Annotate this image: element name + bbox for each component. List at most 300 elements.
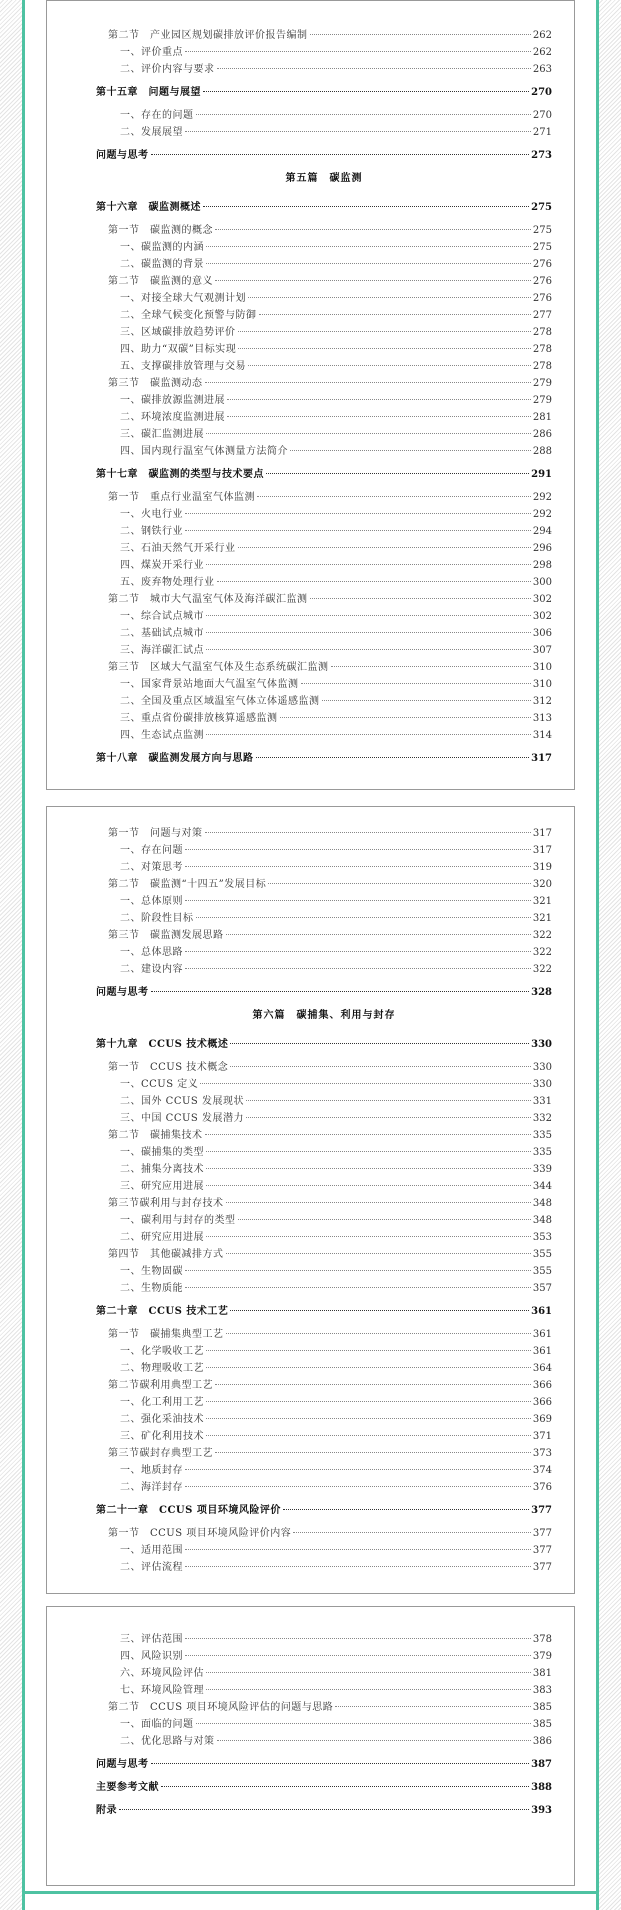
part-title: 第五篇 碳监测 [285,173,363,184]
toc-chapter-entry[interactable] [96,750,552,767]
toc-section-entry[interactable] [96,591,552,608]
toc-section-entry[interactable] [96,273,552,290]
toc-subsection-entry[interactable] [96,107,552,124]
toc-subsection-entry[interactable] [96,506,552,523]
toc-subsection-entry[interactable] [96,1542,552,1559]
toc-chapter-entry[interactable] [96,1303,552,1320]
page-number: 366 [532,1380,552,1391]
dot-leader [259,313,531,315]
entry-title: 附录 [96,1805,117,1816]
toc-subsection-entry[interactable] [96,1360,552,1377]
dot-leader [206,614,531,616]
page-number: 335 [532,1147,552,1158]
dot-leader [215,279,531,281]
entry-title: 第二节 碳监测“十四五”发展目标 [108,879,267,890]
entry-title: 第二节碳利用典型工艺 [108,1380,213,1391]
toc-chapter-entry[interactable] [96,1802,552,1819]
dot-leader [185,1565,531,1567]
toc-subsection-entry[interactable] [96,625,552,642]
toc-chapter-entry[interactable] [96,147,552,164]
dot-leader [205,381,531,383]
page-number: 355 [532,1266,552,1277]
page-number: 298 [532,560,552,571]
entry-title: 二、发展展望 [120,127,183,138]
toc-subsection-entry[interactable] [96,608,552,625]
dot-leader [200,1082,531,1084]
dot-leader [206,1434,531,1436]
toc-chapter-entry[interactable] [96,1036,552,1053]
toc-section-entry[interactable] [96,927,552,944]
dot-leader [215,1451,531,1453]
toc-subsection-entry[interactable] [96,256,552,273]
toc-page-2 [46,806,575,1594]
dot-leader [257,495,531,497]
toc-subsection-entry[interactable] [96,693,552,710]
toc-subsection-entry[interactable] [96,426,552,443]
toc-subsection-entry[interactable] [96,1428,552,1445]
dot-leader [185,1485,531,1487]
toc-subsection-entry[interactable] [96,341,552,358]
toc-subsection-entry[interactable] [96,1280,552,1297]
entry-title: 六、环境风险评估 [120,1668,204,1679]
entry-title: 一、碳利用与封存的类型 [120,1215,236,1226]
toc-subsection-entry[interactable] [96,1093,552,1110]
page-number: 357 [532,1283,552,1294]
toc-chapter-entry[interactable] [96,1779,552,1796]
toc-subsection-entry[interactable] [96,61,552,78]
page-number: 377 [532,1528,552,1539]
toc-chapter-entry[interactable] [96,1502,552,1519]
dot-leader [280,716,531,718]
entry-title: 一、化学吸收工艺 [120,1346,204,1357]
page-number: 276 [532,276,552,287]
toc-subsection-entry[interactable] [96,1716,552,1733]
toc-section-entry[interactable] [96,1127,552,1144]
dot-leader [185,50,531,52]
entry-title: 一、适用范围 [120,1545,183,1556]
entry-title: 一、碳捕集的类型 [120,1147,204,1158]
page-number: 376 [532,1482,552,1493]
page-number: 302 [532,594,552,605]
page-number: 286 [532,429,552,440]
entry-title: 第一节 碳监测的概念 [108,225,213,236]
page-number: 278 [532,361,552,372]
toc-subsection-entry[interactable] [96,358,552,375]
entry-title: 三、重点省份碳排放核算遥感监测 [120,713,278,724]
page-number: 270 [531,87,552,98]
dot-leader [185,865,531,867]
entry-title: 二、碳监测的背景 [120,259,204,270]
dot-leader [238,546,531,548]
left-green-border [22,0,25,1910]
entry-title: 二、捕集分离技术 [120,1164,204,1175]
dot-leader [151,1762,530,1764]
toc-subsection-entry[interactable] [96,893,552,910]
right-green-border [596,0,599,1910]
dot-leader [248,296,531,298]
page-number: 330 [532,1079,552,1090]
dot-leader [226,1332,531,1334]
page-number: 270 [532,110,552,121]
toc-section-entry[interactable] [96,1326,552,1343]
toc-subsection-entry[interactable] [96,1411,552,1428]
page-number: 381 [532,1668,552,1679]
toc-subsection-entry[interactable] [96,1229,552,1246]
dot-leader [268,882,531,884]
left-hatch-margin [0,0,22,1910]
dot-leader [331,665,531,667]
toc-section-entry[interactable] [96,1699,552,1716]
dot-leader [310,33,531,35]
dot-leader [238,330,531,332]
toc-section-entry[interactable] [96,1525,552,1542]
toc-subsection-entry[interactable] [96,290,552,307]
toc-section-entry[interactable] [96,375,552,392]
toc-section-entry[interactable] [96,876,552,893]
page-number: 292 [532,492,552,503]
toc-subsection-entry[interactable] [96,392,552,409]
toc-subsection-entry[interactable] [96,1648,552,1665]
entry-title: 二、评估流程 [120,1562,183,1573]
entry-title: 第三节碳利用与封存技术 [108,1198,224,1209]
toc-subsection-entry[interactable] [96,1631,552,1648]
toc-subsection-entry[interactable] [96,1733,552,1750]
entry-title: 二、评价内容与要求 [120,64,215,75]
dot-leader [196,1722,531,1724]
dot-leader [248,364,531,366]
dot-leader [217,1739,531,1741]
page-number: 366 [532,1397,552,1408]
toc-page-3 [46,1606,575,1886]
entry-title: 一、对接全球大气观测计划 [120,293,246,304]
entry-title: 主要参考文献 [96,1782,159,1793]
dot-leader [293,1531,531,1533]
toc-section-entry[interactable] [96,1195,552,1212]
dot-leader [226,1201,531,1203]
dot-leader [206,1400,531,1402]
dot-leader [283,1508,529,1510]
dot-leader [206,1184,531,1186]
entry-title: 一、存在的问题 [120,110,194,121]
page-number: 292 [532,509,552,520]
dot-leader [230,1309,529,1311]
page-number: 374 [532,1465,552,1476]
dot-leader [185,1637,531,1639]
entry-title: 一、面临的问题 [120,1719,194,1730]
entry-title: 一、CCUS 定义 [120,1079,199,1090]
page-number: 348 [532,1198,552,1209]
toc-subsection-entry[interactable] [96,1076,552,1093]
entry-title: 七、环境风险管理 [120,1685,204,1696]
toc-subsection-entry[interactable] [96,540,552,557]
dot-leader [230,1042,529,1044]
page-number: 320 [532,879,552,890]
page-number: 276 [532,293,552,304]
dot-leader [185,130,531,132]
toc-subsection-entry[interactable] [96,443,552,460]
entry-title: 二、物理吸收工艺 [120,1363,204,1374]
entry-title: 第一节 CCUS 项目环境风险评价内容 [108,1528,292,1539]
entry-title: 二、环境浓度监测进展 [120,412,225,423]
page-number: 322 [532,964,552,975]
dot-leader [230,1065,531,1067]
toc-subsection-entry[interactable] [96,842,552,859]
toc-section-entry[interactable] [96,1059,552,1076]
entry-title: 五、废弃物处理行业 [120,577,215,588]
entry-title: 二、生物质能 [120,1283,183,1294]
page-number: 278 [532,327,552,338]
entry-title: 第二节 碳监测的意义 [108,276,213,287]
entry-title: 问题与思考 [96,150,149,161]
entry-title: 一、生物固碳 [120,1266,183,1277]
entry-title: 一、国家背景站地面大气温室气体监测 [120,679,299,690]
dot-leader [215,228,531,230]
entry-title: 第一节 CCUS 技术概念 [108,1062,229,1073]
toc-chapter-entry[interactable] [96,984,552,1001]
entry-title: 三、碳汇监测进展 [120,429,204,440]
entry-title: 四、煤炭开采行业 [120,560,204,571]
dot-leader [256,756,530,758]
page-number: 288 [532,446,552,457]
entry-title: 第一节 重点行业温室气体监测 [108,492,255,503]
page-number: 279 [532,395,552,406]
page-number: 393 [531,1805,552,1816]
page-number: 279 [532,378,552,389]
entry-title: 二、全国及重点区域温室气体立体遥感监测 [120,696,320,707]
page-number: 330 [531,1039,552,1050]
entry-title: 第二十章 CCUS 技术工艺 [96,1306,229,1317]
dot-leader [322,699,531,701]
entry-title: 第二节 CCUS 项目环境风险评估的问题与思路 [108,1702,334,1713]
toc-subsection-entry[interactable] [96,1682,552,1699]
toc-chapter-entry[interactable] [96,199,552,216]
dot-leader [310,597,531,599]
dot-leader [266,472,529,474]
toc-subsection-entry[interactable] [96,324,552,341]
dot-leader [161,1785,529,1787]
toc-subsection-entry[interactable] [96,859,552,876]
toc-subsection-entry[interactable] [96,1394,552,1411]
page-number: 275 [532,225,552,236]
dot-leader [185,529,531,531]
entry-title: 三、矿化利用技术 [120,1431,204,1442]
entry-title: 第十九章 CCUS 技术概述 [96,1039,229,1050]
entry-title: 三、研究应用进展 [120,1181,204,1192]
entry-title: 第二节 产业园区规划碳排放评价报告编制 [108,30,308,41]
page-number: 314 [532,730,552,741]
entry-title: 第四节 其他碳减排方式 [108,1249,224,1260]
dot-leader [217,580,531,582]
page-number: 332 [532,1113,552,1124]
page-number: 373 [532,1448,552,1459]
entry-title: 第二十一章 CCUS 项目环境风险评价 [96,1505,281,1516]
toc-subsection-entry[interactable] [96,710,552,727]
dot-leader [206,1366,531,1368]
toc-subsection-entry[interactable] [96,1343,552,1360]
toc-section-entry[interactable] [96,1445,552,1462]
toc-subsection-entry[interactable] [96,961,552,978]
toc-section-entry[interactable] [96,222,552,239]
toc-section-entry[interactable] [96,825,552,842]
page-number: 386 [532,1736,552,1747]
dot-leader [185,950,531,952]
entry-title: 第三节 区域大气温室气体及生态系统碳汇监测 [108,662,329,673]
page-number: 355 [532,1249,552,1260]
page-number: 385 [532,1719,552,1730]
page-number: 377 [532,1562,552,1573]
page-number: 263 [532,64,552,75]
dot-leader [151,153,530,155]
dot-leader [203,205,529,207]
toc-subsection-entry[interactable] [96,307,552,324]
dot-leader [185,848,531,850]
toc-subsection-entry[interactable] [96,1479,552,1496]
bottom-green-border [22,1891,599,1894]
entry-title: 第三节碳封存典型工艺 [108,1448,213,1459]
page-number: 319 [532,862,552,873]
dot-leader [185,512,531,514]
toc-subsection-entry[interactable] [96,1144,552,1161]
toc-subsection-entry[interactable] [96,1110,552,1127]
toc-section-entry[interactable] [96,489,552,506]
entry-title: 第十六章 碳监测概述 [96,202,201,213]
page-number: 371 [532,1431,552,1442]
entry-title: 四、助力“双碳”目标实现 [120,344,237,355]
toc-subsection-entry[interactable] [96,642,552,659]
entry-title: 第一节 问题与对策 [108,828,203,839]
toc-subsection-entry[interactable] [96,910,552,927]
page-number: 383 [532,1685,552,1696]
page-number: 361 [532,1346,552,1357]
dot-leader [206,1235,531,1237]
dot-leader [206,1688,531,1690]
entry-title: 一、地质封存 [120,1465,183,1476]
page-number: 310 [532,662,552,673]
toc-subsection-entry[interactable] [96,1462,552,1479]
toc-chapter-entry[interactable] [96,466,552,483]
entry-title: 二、优化思路与对策 [120,1736,215,1747]
toc-subsection-entry[interactable] [96,1665,552,1682]
page-number: 307 [532,645,552,656]
page-number: 296 [532,543,552,554]
dot-leader [206,245,531,247]
toc-subsection-entry[interactable] [96,239,552,256]
toc-chapter-entry[interactable] [96,1756,552,1773]
page-number: 317 [532,845,552,856]
toc-subsection-entry[interactable] [96,676,552,693]
page-number: 281 [532,412,552,423]
dot-leader [238,1218,531,1220]
dot-leader [151,990,530,992]
toc-subsection-entry[interactable] [96,523,552,540]
toc-subsection-entry[interactable] [96,944,552,961]
dot-leader [335,1705,531,1707]
page-number: 369 [532,1414,552,1425]
dot-leader [206,733,531,735]
toc-section-entry[interactable] [96,27,552,44]
dot-leader [206,1417,531,1419]
page-number: 385 [532,1702,552,1713]
dot-leader [206,1150,531,1152]
entry-title: 五、支撑碳排放管理与交易 [120,361,246,372]
dot-leader [119,1808,529,1810]
entry-title: 一、火电行业 [120,509,183,520]
entry-title: 第十五章 问题与展望 [96,87,201,98]
toc-subsection-entry[interactable] [96,574,552,591]
entry-title: 二、国外 CCUS 发展现状 [120,1096,244,1107]
entry-title: 三、海洋碳汇试点 [120,645,204,656]
entry-title: 三、中国 CCUS 发展潜力 [120,1113,244,1124]
dot-leader [290,449,531,451]
dot-leader [206,1349,531,1351]
page-number: 313 [532,713,552,724]
entry-title: 三、区域碳排放趋势评价 [120,327,236,338]
page-number: 361 [532,1329,552,1340]
dot-leader [206,563,531,565]
toc-subsection-entry[interactable] [96,1161,552,1178]
page-number: 276 [532,259,552,270]
entry-title: 第二节 城市大气温室气体及海洋碳汇监测 [108,594,308,605]
entry-title: 一、总体思路 [120,947,183,958]
toc-subsection-entry[interactable] [96,44,552,61]
dot-leader [206,1671,531,1673]
page-number: 353 [532,1232,552,1243]
toc-section-entry[interactable] [96,659,552,676]
dot-leader [203,90,529,92]
toc-subsection-entry[interactable] [96,1559,552,1576]
page-number: 275 [532,242,552,253]
entry-title: 一、综合试点城市 [120,611,204,622]
page-number: 310 [532,679,552,690]
dot-leader [206,1167,531,1169]
toc-subsection-entry[interactable] [96,124,552,141]
dot-leader [205,1133,531,1135]
entry-title: 二、对策思考 [120,862,183,873]
page-number: 379 [532,1651,552,1662]
entry-title: 二、海洋封存 [120,1482,183,1493]
toc-subsection-entry[interactable] [96,727,552,744]
entry-title: 一、化工利用工艺 [120,1397,204,1408]
entry-title: 二、研究应用进展 [120,1232,204,1243]
page-number: 378 [532,1634,552,1645]
page-number: 364 [532,1363,552,1374]
dot-leader [206,648,531,650]
toc-section-entry[interactable] [96,1377,552,1394]
entry-title: 第二节 碳捕集技术 [108,1130,203,1141]
toc-subsection-entry[interactable] [96,1263,552,1280]
toc-subsection-entry[interactable] [96,1178,552,1195]
toc-list [96,825,552,1576]
entry-title: 第三节 碳监测动态 [108,378,203,389]
entry-title: 问题与思考 [96,1759,149,1770]
entry-title: 四、生态试点监测 [120,730,204,741]
toc-list [96,1631,552,1819]
page-number: 322 [532,930,552,941]
toc-subsection-entry[interactable] [96,1212,552,1229]
dot-leader [246,1116,531,1118]
toc-subsection-entry[interactable] [96,557,552,574]
toc-section-entry[interactable] [96,1246,552,1263]
entry-title: 一、评价重点 [120,47,183,58]
toc-subsection-entry[interactable] [96,409,552,426]
entry-title: 一、碳排放源监测进展 [120,395,225,406]
page-number: 388 [531,1782,552,1793]
page-number: 262 [532,47,552,58]
dot-leader [226,933,531,935]
part-heading [96,1007,552,1024]
entry-title: 一、总体原则 [120,896,183,907]
toc-chapter-entry[interactable] [96,84,552,101]
